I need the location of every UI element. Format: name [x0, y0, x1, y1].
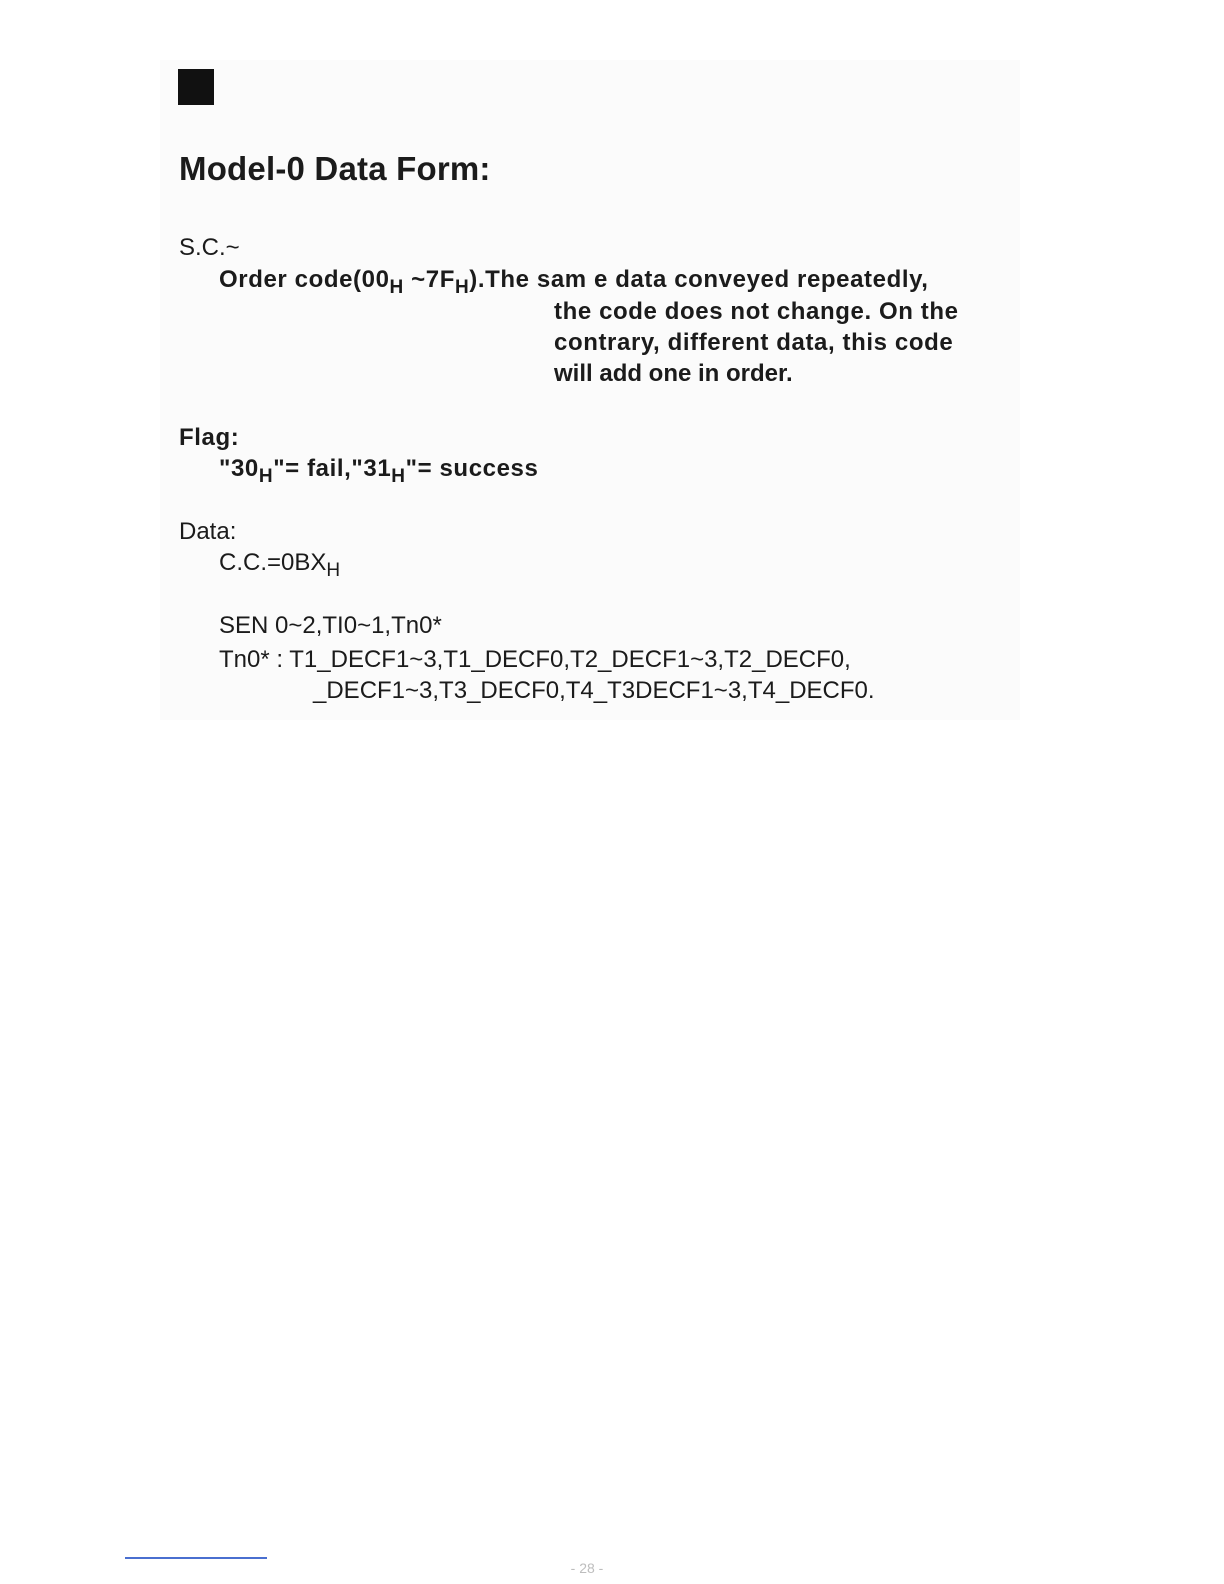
page-number: - 28 -	[570, 1560, 604, 1576]
tn0-line-1: Tn0* : T1_DECF1~3,T1_DECF0,T2_DECF1~3,T2_DECF0,	[219, 646, 851, 673]
page-title: Model-0 Data Form:	[179, 150, 491, 187]
flag-label: Flag:	[179, 424, 240, 451]
sc-description-line-2: the code does not change. On the	[554, 298, 959, 325]
sc-text-b: ~7F	[403, 266, 455, 293]
flag-text-b: "= fail,"31	[273, 455, 392, 482]
flag-subscript-2: H	[391, 466, 406, 487]
tn0-line-2: _DECF1~3,T3_DECF0,T4_T3DECF1~3,T4_DECF0.	[313, 677, 875, 704]
sc-description-line-1	[219, 266, 929, 298]
sc-label: S.C.~	[179, 234, 240, 261]
sc-subscript-1: H	[389, 277, 404, 298]
cc-subscript: H	[326, 560, 341, 581]
sc-description-line-3: contrary, different data, this code	[554, 329, 954, 356]
sc-subscript-2: H	[454, 277, 470, 298]
sc-text-a: Order code(00	[219, 266, 390, 293]
cc-text: C.C.=0BX	[219, 549, 327, 576]
flag-values	[219, 455, 539, 487]
flag-subscript-1: H	[258, 466, 274, 487]
data-label: Data:	[179, 518, 237, 545]
sc-description-line-4: will add one in order.	[554, 360, 793, 387]
footer-rule	[125, 1557, 267, 1559]
flag-text-c: "= success	[405, 455, 539, 482]
sen-line: SEN 0~2,TI0~1,Tn0*	[219, 612, 442, 639]
cc-line	[219, 549, 341, 581]
sc-text-c: ).The sam e data conveyed repeatedly,	[469, 266, 929, 293]
section-bullet	[178, 69, 214, 105]
flag-text-a: "30	[219, 455, 259, 482]
